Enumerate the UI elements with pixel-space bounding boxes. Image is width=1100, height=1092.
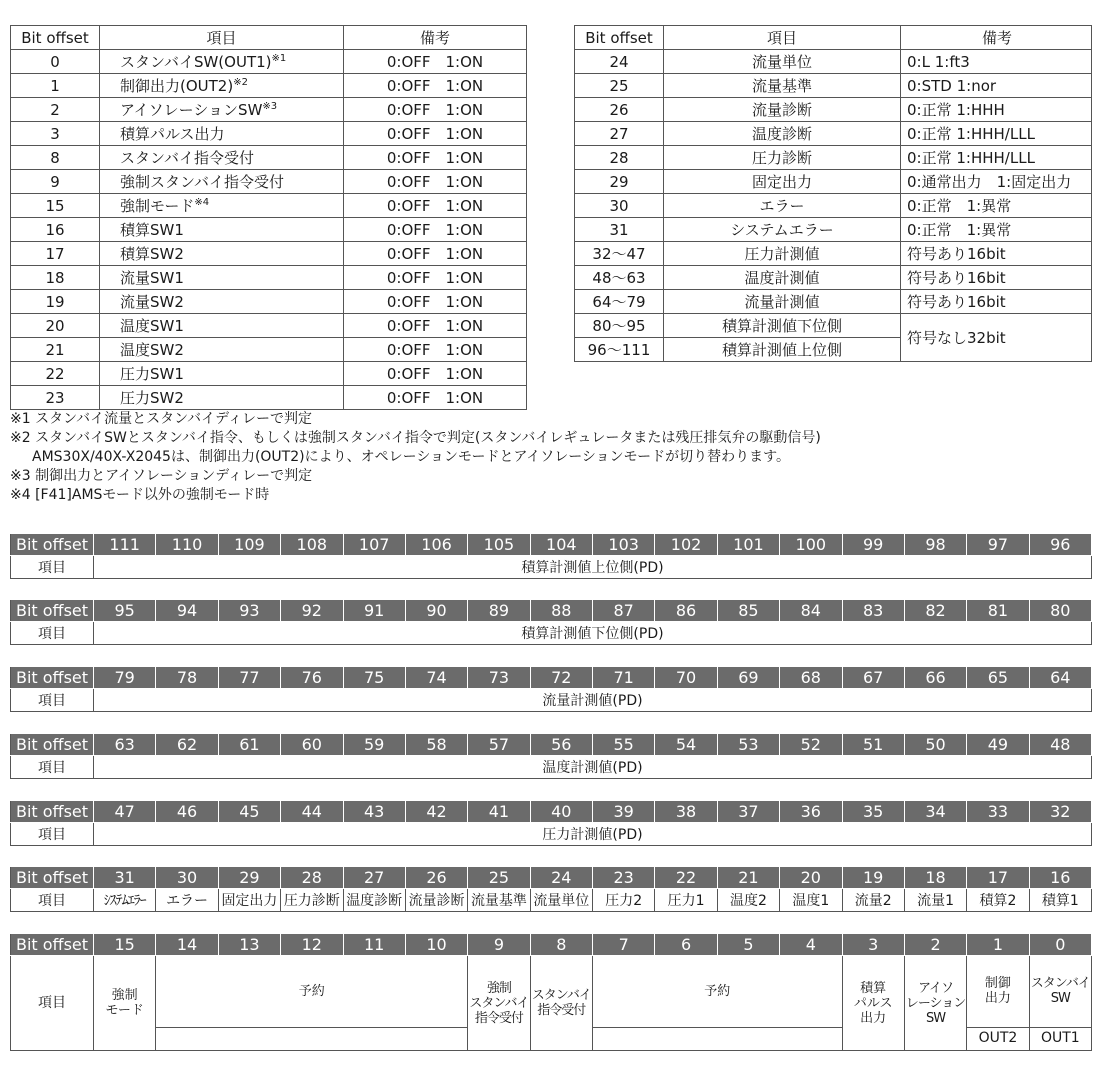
item-label: 項目 <box>11 756 94 779</box>
bit-number: 47 <box>94 801 156 823</box>
bit-map-table <box>10 599 1092 645</box>
bit-number: 77 <box>218 667 280 689</box>
remark-cell: 0:OFF 1:ON <box>344 386 527 410</box>
bit-number: 42 <box>405 801 467 823</box>
bit-number: 44 <box>281 801 343 823</box>
bit-number: 40 <box>530 801 592 823</box>
bit-number: 94 <box>156 600 218 622</box>
bit-number: 29 <box>218 867 280 889</box>
bit-offset-cell: 29 <box>575 170 664 194</box>
bit-map-table <box>10 533 1092 579</box>
note-mark: ※2 <box>233 77 248 88</box>
bit-item: 流量基準 <box>468 889 530 912</box>
bit-number: 4 <box>780 934 842 956</box>
item-cell: 圧力SW1 <box>100 362 344 386</box>
table-row <box>11 74 527 98</box>
footnotes <box>10 410 821 505</box>
table-row <box>575 74 1092 98</box>
bit-number: 101 <box>717 534 779 556</box>
header-item: 項目 <box>664 26 901 50</box>
bit-number: 71 <box>593 667 655 689</box>
bit-number: 2 <box>904 934 966 956</box>
bit-offset-cell: 23 <box>11 386 100 410</box>
bit-number: 97 <box>967 534 1029 556</box>
bit-number: 106 <box>405 534 467 556</box>
bit-number: 49 <box>967 734 1029 756</box>
table-row <box>11 170 527 194</box>
bit-offset-cell: 31 <box>575 218 664 242</box>
item-cell: 流量基準 <box>664 74 901 98</box>
bit-number: 34 <box>904 801 966 823</box>
item-cell: 積算SW2 <box>100 242 344 266</box>
bit-number: 80 <box>1029 600 1091 622</box>
remark-cell: 0:OFF 1:ON <box>344 338 527 362</box>
bit-item: 流量単位 <box>530 889 592 912</box>
remark-cell: 0:OFF 1:ON <box>344 266 527 290</box>
item-cell: 強制スタンバイ指令受付 <box>100 170 344 194</box>
footnote-2: ※2 スタンバイSWとスタンバイ指令、もしくは強制スタンバイ指令で判定(スタンバイレギュレータまたは残圧排気弁の駆動信号) <box>10 430 821 446</box>
item-cell: 圧力計測値 <box>664 242 901 266</box>
bit-offset-cell: 48～63 <box>575 266 664 290</box>
bit-offset-label: Bit offset <box>11 867 94 889</box>
table-row <box>11 146 527 170</box>
bit-number: 22 <box>655 867 717 889</box>
bit-number: 27 <box>343 867 405 889</box>
bit-offset-label: Bit offset <box>11 534 94 556</box>
bit-number: 13 <box>218 934 280 956</box>
bit-item: 流量1 <box>904 889 966 912</box>
table-row <box>11 314 527 338</box>
item-cell: 積算SW1 <box>100 218 344 242</box>
bit-offset-cell: 2 <box>11 98 100 122</box>
bit-number: 108 <box>281 534 343 556</box>
bit-number: 12 <box>281 934 343 956</box>
remark-cell: 0:正常 1:HHH/LLL <box>901 146 1092 170</box>
bit-number: 31 <box>94 867 156 889</box>
table-row <box>11 50 527 74</box>
out2-label: OUT2 <box>967 1027 1029 1050</box>
item-cell: 固定出力 <box>664 170 901 194</box>
item-cell: 積算パルス出力 <box>100 122 344 146</box>
reserved-10-14: 予約 <box>156 956 468 1028</box>
item-label: 項目 <box>11 689 94 712</box>
header-bit-offset: Bit offset <box>11 26 100 50</box>
remark-cell: 0:OFF 1:ON <box>344 314 527 338</box>
note-mark: ※3 <box>262 101 278 112</box>
bit-offset-cell: 21 <box>11 338 100 362</box>
bit-offset-cell: 0 <box>11 50 100 74</box>
bit-number: 87 <box>593 600 655 622</box>
item-cell: 流量診断 <box>664 98 901 122</box>
bit-number: 8 <box>530 934 592 956</box>
remark-cell: 0:OFF 1:ON <box>344 362 527 386</box>
bit-number: 63 <box>94 734 156 756</box>
bit-number: 100 <box>780 534 842 556</box>
bit-number: 0 <box>1029 934 1091 956</box>
table-row <box>575 170 1092 194</box>
bit-number: 55 <box>593 734 655 756</box>
remark-cell: 0:L 1:ft3 <box>901 50 1092 74</box>
bit-3-total-pulse: 積算 パルス 出力 <box>842 956 904 1051</box>
bit-number: 72 <box>530 667 592 689</box>
bit-number: 61 <box>218 734 280 756</box>
remark-cell: 0:OFF 1:ON <box>344 74 527 98</box>
bit-offset-cell: 1 <box>11 74 100 98</box>
bit-offset-cell: 18 <box>11 266 100 290</box>
bit-map-16-31 <box>10 866 1092 912</box>
footnote-1: ※1 スタンバイ流量とスタンバイディレーで判定 <box>10 411 313 427</box>
item-cell: 温度SW1 <box>100 314 344 338</box>
bit-offset-cell: 25 <box>575 74 664 98</box>
bit-number: 91 <box>343 600 405 622</box>
table-row <box>11 194 527 218</box>
bit-number: 84 <box>780 600 842 622</box>
bit-9-forced-standby-cmd: 強制 スタンバイ 指令受付 <box>468 956 530 1051</box>
bit-map-table <box>10 800 1092 846</box>
item-cell: 積算計測値下位側 <box>664 314 901 338</box>
bit-map-0-15 <box>10 933 1092 1051</box>
item-label: 項目 <box>11 622 94 645</box>
bit-number: 88 <box>530 600 592 622</box>
bit-number: 51 <box>842 734 904 756</box>
bit-number: 43 <box>343 801 405 823</box>
bit-item: 固定出力 <box>218 889 280 912</box>
item-value: 流量計測値(PD) <box>94 689 1092 712</box>
bit-number: 73 <box>468 667 530 689</box>
bit-number: 83 <box>842 600 904 622</box>
bit-number: 90 <box>405 600 467 622</box>
bit-number: 81 <box>967 600 1029 622</box>
bit-number: 66 <box>904 667 966 689</box>
bit-number: 35 <box>842 801 904 823</box>
bit-number: 15 <box>94 934 156 956</box>
bit-offset-label: Bit offset <box>11 600 94 622</box>
remark-cell: 0:OFF 1:ON <box>344 98 527 122</box>
remark-cell: 0:正常 1:異常 <box>901 218 1092 242</box>
bit-item: 積算1 <box>1029 889 1091 912</box>
bit-number: 79 <box>94 667 156 689</box>
item-cell: 圧力SW2 <box>100 386 344 410</box>
table-row <box>11 242 527 266</box>
remark-cell: 0:OFF 1:ON <box>344 50 527 74</box>
table-row <box>575 194 1092 218</box>
bit-number: 102 <box>655 534 717 556</box>
bit-number: 3 <box>842 934 904 956</box>
bit-offset-cell: 26 <box>575 98 664 122</box>
bit-number: 9 <box>468 934 530 956</box>
bit-number: 46 <box>156 801 218 823</box>
bit-item: ｼｽﾃﾑｴﾗｰ <box>94 889 156 912</box>
table-row <box>11 386 527 410</box>
item-cell: 温度SW2 <box>100 338 344 362</box>
bit-offset-cell: 8 <box>11 146 100 170</box>
bit-item: 積算2 <box>967 889 1029 912</box>
bit-offset-cell: 15 <box>11 194 100 218</box>
bit-offset-cell: 80～95 <box>575 314 664 338</box>
bit-offset-cell: 17 <box>11 242 100 266</box>
bit-number: 48 <box>1029 734 1091 756</box>
bit-number: 14 <box>156 934 218 956</box>
remark-cell: 符号あり16bit <box>901 266 1092 290</box>
bit-offset-cell: 9 <box>11 170 100 194</box>
bit-offset-cell: 96～111 <box>575 338 664 362</box>
bit-number: 19 <box>842 867 904 889</box>
bit-number: 76 <box>281 667 343 689</box>
out1-label: OUT1 <box>1029 1027 1091 1050</box>
bit-offset-cell: 28 <box>575 146 664 170</box>
item-label: 項目 <box>11 889 94 912</box>
remark-cell: 0:正常 1:HHH <box>901 98 1092 122</box>
bit-number: 70 <box>655 667 717 689</box>
bit-number: 75 <box>343 667 405 689</box>
bit-number: 99 <box>842 534 904 556</box>
bit-offset-label: Bit offset <box>11 667 94 689</box>
bit-number: 69 <box>717 667 779 689</box>
bit-8-standby-cmd: スタンバイ 指令受付 <box>530 956 592 1051</box>
remark-cell: 0:OFF 1:ON <box>344 170 527 194</box>
bit-number: 24 <box>530 867 592 889</box>
bit-number: 68 <box>780 667 842 689</box>
bit-15-forced-mode: 強制 モード <box>94 956 156 1051</box>
bit-table-0-23 <box>10 25 527 410</box>
header-remark: 備考 <box>901 26 1092 50</box>
table-row <box>575 266 1092 290</box>
bit-number: 109 <box>218 534 280 556</box>
bit-number: 23 <box>593 867 655 889</box>
bit-item: 圧力1 <box>655 889 717 912</box>
bit-number: 56 <box>530 734 592 756</box>
bit-number: 41 <box>468 801 530 823</box>
bit-number: 67 <box>842 667 904 689</box>
bit-item: 圧力診断 <box>281 889 343 912</box>
remark-cell: 0:OFF 1:ON <box>344 290 527 314</box>
table-row <box>575 122 1092 146</box>
bit-number: 20 <box>780 867 842 889</box>
table-row <box>11 98 527 122</box>
bit-number: 33 <box>967 801 1029 823</box>
footnote-3: ※3 制御出力とアイソレーションディレーで判定 <box>10 468 313 484</box>
remark-cell: 0:正常 1:異常 <box>901 194 1092 218</box>
bit-item: 圧力2 <box>593 889 655 912</box>
table-row <box>11 122 527 146</box>
bit-number: 107 <box>343 534 405 556</box>
bit-number: 78 <box>156 667 218 689</box>
bit-table-24-111 <box>574 25 1092 362</box>
table-row <box>11 266 527 290</box>
bit-number: 18 <box>904 867 966 889</box>
bit-offset-label: Bit offset <box>11 801 94 823</box>
bit-offset-label: Bit offset <box>11 934 94 956</box>
remark-cell: 0:OFF 1:ON <box>344 122 527 146</box>
bit-map-table <box>10 733 1092 779</box>
bit-number: 32 <box>1029 801 1091 823</box>
bit-number: 10 <box>405 934 467 956</box>
bit-number: 11 <box>343 934 405 956</box>
item-value: 積算計測値上位側(PD) <box>94 556 1092 579</box>
bit-number: 6 <box>655 934 717 956</box>
remark-cell: 0:正常 1:HHH/LLL <box>901 122 1092 146</box>
bit-item: 流量2 <box>842 889 904 912</box>
bit-number: 36 <box>780 801 842 823</box>
table-row <box>575 50 1092 74</box>
bit-number: 98 <box>904 534 966 556</box>
bit-number: 52 <box>780 734 842 756</box>
table-row <box>575 98 1092 122</box>
bit-number: 96 <box>1029 534 1091 556</box>
bit-number: 16 <box>1029 867 1091 889</box>
bit-number: 89 <box>468 600 530 622</box>
bit-number: 59 <box>343 734 405 756</box>
header-remark: 備考 <box>344 26 527 50</box>
header-item: 項目 <box>100 26 344 50</box>
bit-number: 85 <box>717 600 779 622</box>
bit-item: 流量診断 <box>405 889 467 912</box>
item-cell: 流量単位 <box>664 50 901 74</box>
remark-cell: 0:通常出力 1:固定出力 <box>901 170 1092 194</box>
bit-offset-label: Bit offset <box>11 734 94 756</box>
table-row <box>575 314 1092 338</box>
bit-number: 30 <box>156 867 218 889</box>
item-cell: 流量SW2 <box>100 290 344 314</box>
item-cell: 積算計測値上位側 <box>664 338 901 362</box>
bit-item: 温度診断 <box>343 889 405 912</box>
remark-cell: 0:OFF 1:ON <box>344 146 527 170</box>
bit-number: 21 <box>717 867 779 889</box>
bit-number: 28 <box>281 867 343 889</box>
bit-1-control-output: 制御 出力 <box>967 956 1029 1028</box>
bit-number: 104 <box>530 534 592 556</box>
bit-map-table <box>10 666 1092 712</box>
bit-number: 110 <box>156 534 218 556</box>
bit-offset-cell: 19 <box>11 290 100 314</box>
bit-number: 5 <box>717 934 779 956</box>
bit-number: 111 <box>94 534 156 556</box>
bit-number: 37 <box>717 801 779 823</box>
bit-number: 64 <box>1029 667 1091 689</box>
table-row <box>11 290 527 314</box>
table-row <box>575 290 1092 314</box>
bit-item: 温度2 <box>717 889 779 912</box>
remark-cell: 0:OFF 1:ON <box>344 218 527 242</box>
item-cell: 温度計測値 <box>664 266 901 290</box>
bit-offset-cell: 16 <box>11 218 100 242</box>
bit-item: 温度1 <box>780 889 842 912</box>
footnote-2-detail: AMS30X/40X-X2045は、制御出力(OUT2)により、オペレーションモードとアイソレーションモードが切り替わります。 <box>32 449 790 465</box>
bit-offset-cell: 24 <box>575 50 664 74</box>
item-value: 圧力計測値(PD) <box>94 823 1092 846</box>
bit-number: 62 <box>156 734 218 756</box>
item-cell: エラー <box>664 194 901 218</box>
bit-number: 105 <box>468 534 530 556</box>
item-cell: 流量SW1 <box>100 266 344 290</box>
bit-number: 58 <box>405 734 467 756</box>
bit-number: 38 <box>655 801 717 823</box>
item-cell: システムエラー <box>664 218 901 242</box>
bit-number: 65 <box>967 667 1029 689</box>
table-row <box>11 338 527 362</box>
bit-number: 53 <box>717 734 779 756</box>
bit-offset-cell: 3 <box>11 122 100 146</box>
item-cell: 強制モード$^{※4}$ <box>100 194 344 218</box>
bit-0-standby-sw: スタンバイ SW <box>1029 956 1091 1028</box>
item-value: 温度計測値(PD) <box>94 756 1092 779</box>
item-label: 項目 <box>11 823 94 846</box>
remark-cell: 符号あり16bit <box>901 290 1092 314</box>
reserved-4-7: 予約 <box>593 956 843 1028</box>
bit-number: 39 <box>593 801 655 823</box>
table-row <box>11 362 527 386</box>
remark-cell: 符号あり16bit <box>901 242 1092 266</box>
bit-offset-cell: 64～79 <box>575 290 664 314</box>
bit-number: 1 <box>967 934 1029 956</box>
bit-number: 45 <box>218 801 280 823</box>
bit-offset-cell: 27 <box>575 122 664 146</box>
note-mark: ※1 <box>271 53 287 64</box>
bit-2-isolation-sw: アイソ レーション SW <box>904 956 966 1051</box>
bit-number: 50 <box>904 734 966 756</box>
item-value: 積算計測値下位側(PD) <box>94 622 1092 645</box>
item-cell: アイソレーションSW$^{※3}$ <box>100 98 344 122</box>
bit-number: 60 <box>281 734 343 756</box>
item-cell: スタンバイ$SW(OUT1)^{※1}$ <box>100 50 344 74</box>
bit-offset-cell: 22 <box>11 362 100 386</box>
bit-number: 74 <box>405 667 467 689</box>
remark-cell: 0:OFF 1:ON <box>344 242 527 266</box>
bit-number: 54 <box>655 734 717 756</box>
bit-offset-cell: 20 <box>11 314 100 338</box>
bit-number: 86 <box>655 600 717 622</box>
bit-number: 93 <box>218 600 280 622</box>
item-cell: 制御出力$(OUT2)^{※2}$ <box>100 74 344 98</box>
bit-number: 95 <box>94 600 156 622</box>
table-row <box>575 218 1092 242</box>
bit-number: 92 <box>281 600 343 622</box>
remark-cell: 0:STD 1:nor <box>901 74 1092 98</box>
bit-number: 17 <box>967 867 1029 889</box>
item-cell: 圧力診断 <box>664 146 901 170</box>
item-cell: スタンバイ指令受付 <box>100 146 344 170</box>
table-row <box>575 146 1092 170</box>
bit-offset-cell: 30 <box>575 194 664 218</box>
remark-cell-merged: 符号なし32bit <box>901 314 1092 362</box>
reserved-spacer <box>593 1027 843 1050</box>
table-row <box>11 218 527 242</box>
reserved-spacer <box>156 1027 468 1050</box>
remark-cell: 0:OFF 1:ON <box>344 194 527 218</box>
item-cell: 温度診断 <box>664 122 901 146</box>
bit-offset-cell: 32～47 <box>575 242 664 266</box>
item-cell: 流量計測値 <box>664 290 901 314</box>
bit-item: エラー <box>156 889 218 912</box>
bit-number: 7 <box>593 934 655 956</box>
bit-number: 82 <box>904 600 966 622</box>
header-bit-offset: Bit offset <box>575 26 664 50</box>
table-row <box>575 242 1092 266</box>
item-label: 項目 <box>11 956 94 1051</box>
bit-number: 103 <box>593 534 655 556</box>
bit-number: 26 <box>405 867 467 889</box>
footnote-4: ※4 [F41]AMSモード以外の強制モード時 <box>10 487 270 503</box>
bit-number: 25 <box>468 867 530 889</box>
item-label: 項目 <box>11 556 94 579</box>
bit-number: 57 <box>468 734 530 756</box>
note-mark: ※4 <box>194 197 210 208</box>
